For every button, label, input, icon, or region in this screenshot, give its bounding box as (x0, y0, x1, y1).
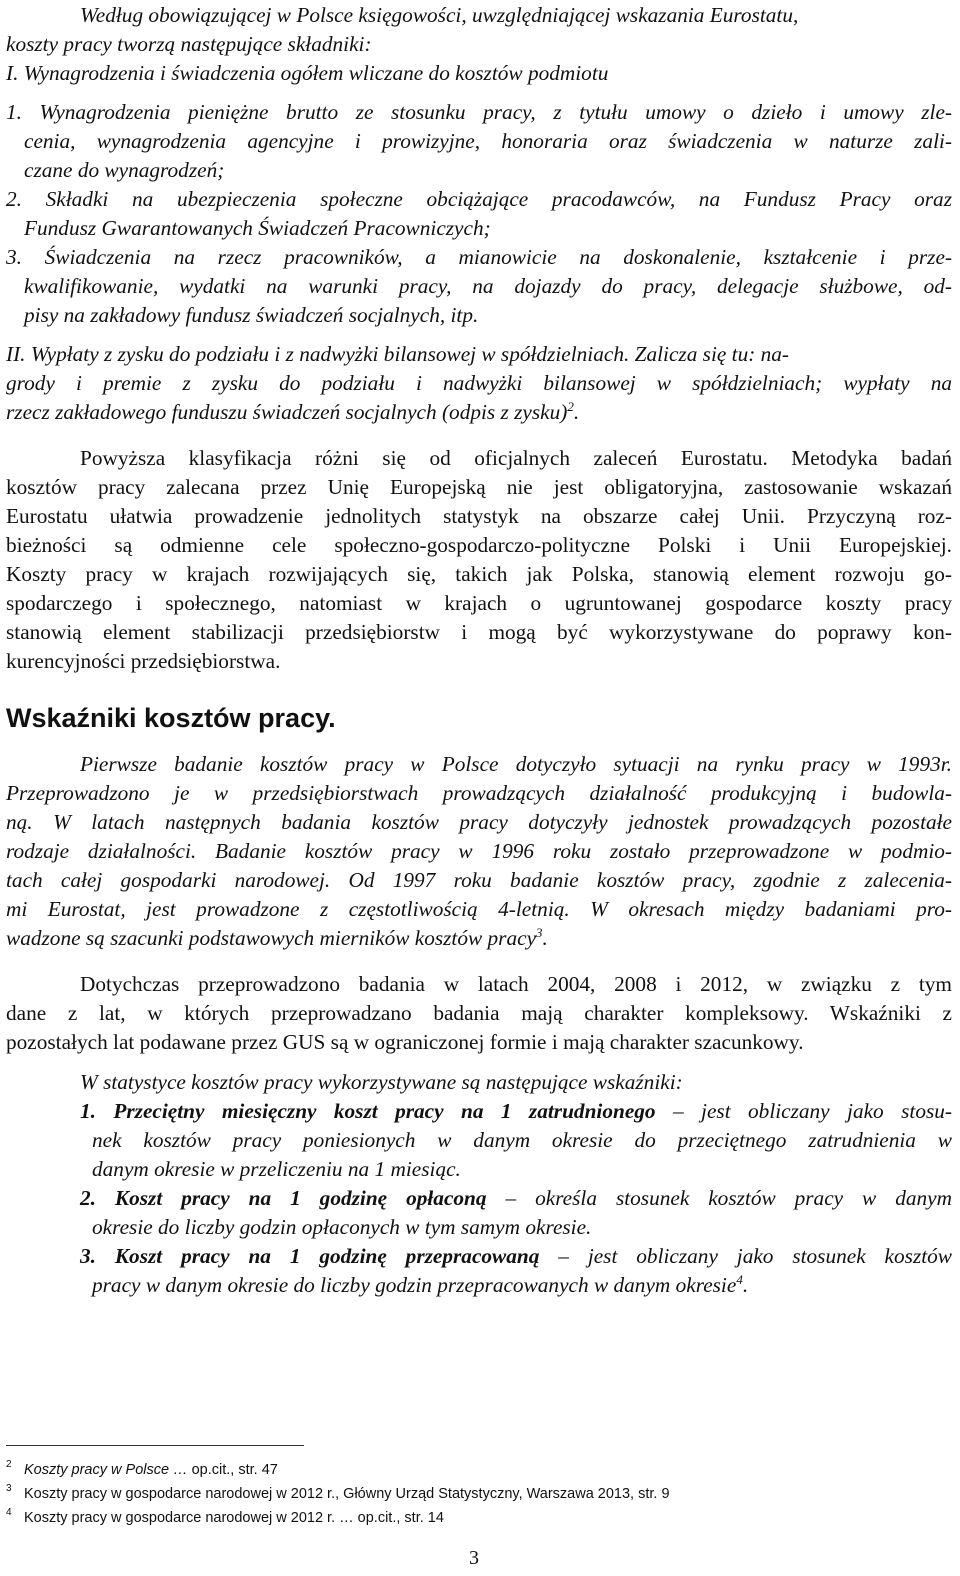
paragraph-line: mi Eurostat, jest prowadzone z częstotliwością 4-letnią. W okresach między badaniami pro- (6, 897, 952, 921)
list-item-line: cenia, wynagrodzenia agencyjne i prowizyjne, honoraria oraz świadczenia w naturze zali- (24, 129, 952, 153)
list-item-line: czane do wynagrodzeń; (24, 158, 225, 182)
paragraph-line: II. Wypłaty z zysku do podziału i z nadwyżki bilansowej w spółdzielniach. Zalicza się tu: na- (6, 342, 790, 366)
list-item-line: pisy na zakładowy fundusz świadczeń socjalnych, itp. (24, 303, 479, 327)
indicator-name: 1. Przeciętny miesięczny koszt pracy na 1 zatrudnionego (80, 1099, 656, 1123)
intro-line: I. Wynagrodzenia i świadczenia ogółem wliczane do kosztów podmiotu (6, 61, 609, 85)
paragraph-line: pozostałych lat podawane przez GUS są w ograniczonej formie i mają charakter szacunkowy. (6, 1030, 804, 1054)
footnote: 2 Koszty pracy w Polsce … op.cit., str. 47 (6, 1459, 278, 1478)
paragraph-line: rzecz zakładowego funduszu świadczeń socjalnych (odpis z zysku)$^2$. (6, 398, 580, 424)
paragraph-line: ną. W latach następnych badania kosztów pracy dotyczyły jednostek prowadzących pozostałe (6, 810, 952, 834)
paragraph-line: kosztów pracy zalecana przez Unię Europejską nie jest obligatoryjna, zastosowanie wskazań (6, 475, 952, 499)
footnote-ref[interactable]: 4 (736, 1271, 743, 1287)
indicator-name: 2. Koszt pracy na 1 godzinę opłaconą (80, 1186, 487, 1210)
paragraph-line: Przeprowadzono je w przedsiębiorstwach prowadzących działalność produkcyjną i budowla- (6, 781, 952, 805)
paragraph-line: stanowią element stabilizacji przedsiębiorstw i mogą być wykorzystywane do poprawy kon- (6, 620, 952, 644)
paragraph-line: Pierwsze badanie kosztów pracy w Polsce dotyczyło sytuacji na rynku pracy w 1993r. (80, 752, 952, 776)
paragraph-line: grody i premie z zysku do podziału i nadwyżki bilansowej w spółdzielniach; wypłaty na (6, 371, 952, 395)
paragraph-line: W statystyce kosztów pracy wykorzystywane są następujące wskaźniki: (80, 1070, 683, 1094)
paragraph-line: bieżności są odmienne cele społeczno-gospodarczo-polityczne Polski i Unii Europejskiej. (6, 533, 952, 557)
indicator-item-line: nek kosztów pracy poniesionych w danym okresie do przeciętnego zatrudnienia w (92, 1128, 952, 1152)
indicator-item-line: 2. Koszt pracy na 1 godzinę opłaconą – określa stosunek kosztów pracy w danym (80, 1186, 952, 1210)
paragraph-line: Koszty pracy w krajach rozwijających się, takich jak Polska, stanowią element rozwoju go- (6, 562, 952, 586)
list-item-line: 3. Świadczenia na rzecz pracowników, a mianowicie na doskonalenie, kształcenie i prze- (6, 245, 952, 269)
paragraph-line: Dotychczas przeprowadzono badania w latach 2004, 2008 i 2012, w związku z tym (80, 972, 952, 996)
indicator-item-line: 1. Przeciętny miesięczny koszt pracy na 1 zatrudnionego – jest obliczany jako stosu- (80, 1099, 952, 1123)
intro-line: Według obowiązującej w Polsce księgowości, uwzględniającej wskazania Eurostatu, (80, 3, 799, 27)
indicator-item-line: 3. Koszt pracy na 1 godzinę przepracowaną – jest obliczany jako stosunek kosztów (80, 1244, 952, 1268)
section-heading: Wskaźniki kosztów pracy. (6, 703, 336, 733)
list-item-line: kwalifikowanie, wydatki na warunki pracy, na dojazdy do pracy, delegacje służbowe, od- (24, 274, 952, 298)
indicator-item-line: okresie do liczby godzin opłaconych w tym samym okresie. (92, 1215, 592, 1239)
paragraph-line: tach całej gospodarki narodowej. Od 1997 roku badanie kosztów pracy, zgodnie z zalecenia- (6, 868, 952, 892)
indicator-item-line: pracy w danym okresie do liczby godzin przepracowanych w danym okresie$^4$. (92, 1271, 749, 1297)
paragraph-line: kurencyjności przedsiębiorstwa. (6, 649, 281, 673)
paragraph-line: rodzaje działalności. Badanie kosztów pracy w 1996 roku zostało przeprowadzone w podmio- (6, 839, 952, 863)
paragraph-line: Eurostatu ułatwia prowadzenie jednolitych statystyk na obszarze całej Unii. Przyczyną roz- (6, 504, 952, 528)
paragraph-line: spodarczego i społecznego, natomiast w krajach o ugruntowanej gospodarce koszty pracy (6, 591, 952, 615)
intro-line: koszty pracy tworzą następujące składniki: (6, 32, 372, 56)
list-item-line: 1. Wynagrodzenia pieniężne brutto ze stosunku pracy, z tytułu umowy o dzieło i umowy zle- (6, 100, 952, 124)
list-item-line: Fundusz Gwarantowanych Świadczeń Pracowniczych; (24, 216, 491, 240)
section-ii-title: II. Wypłaty z zysku do podziału i z nadwyżki bilansowej w spółdzielniach. (6, 342, 630, 366)
paragraph-line: dane z lat, w których przeprowadzano badania mają charakter kompleksowy. Wskaźniki z (6, 1001, 952, 1025)
footnote: 4 Koszty pracy w gospodarce narodowej w 2012 r. … op.cit., str. 14 (6, 1507, 444, 1526)
footnote-ref[interactable]: 3 (536, 924, 543, 940)
list-item-line: 2. Składki na ubezpieczenia społeczne obciążające pracodawców, na Fundusz Pracy oraz (6, 187, 952, 211)
footnote: 3 Koszty pracy w gospodarce narodowej w 2012 r., Główny Urząd Statystyczny, Warszawa 2013, str. 9 (6, 1483, 670, 1502)
paragraph-line: wadzone są szacunki podstawowych mierników kosztów pracy$^3$. (6, 924, 548, 950)
footnote-divider (6, 1445, 304, 1446)
page-number: 3 (469, 1547, 479, 1569)
paragraph-line: Powyższa klasyfikacja różni się od oficjalnych zaleceń Eurostatu. Metodyka badań (80, 446, 952, 470)
indicator-item-line: danym okresie w przeliczeniu na 1 miesiąc. (92, 1157, 461, 1181)
footnote-ref[interactable]: 2 (567, 398, 574, 414)
indicator-name: 3. Koszt pracy na 1 godzinę przepracowaną (80, 1244, 540, 1268)
